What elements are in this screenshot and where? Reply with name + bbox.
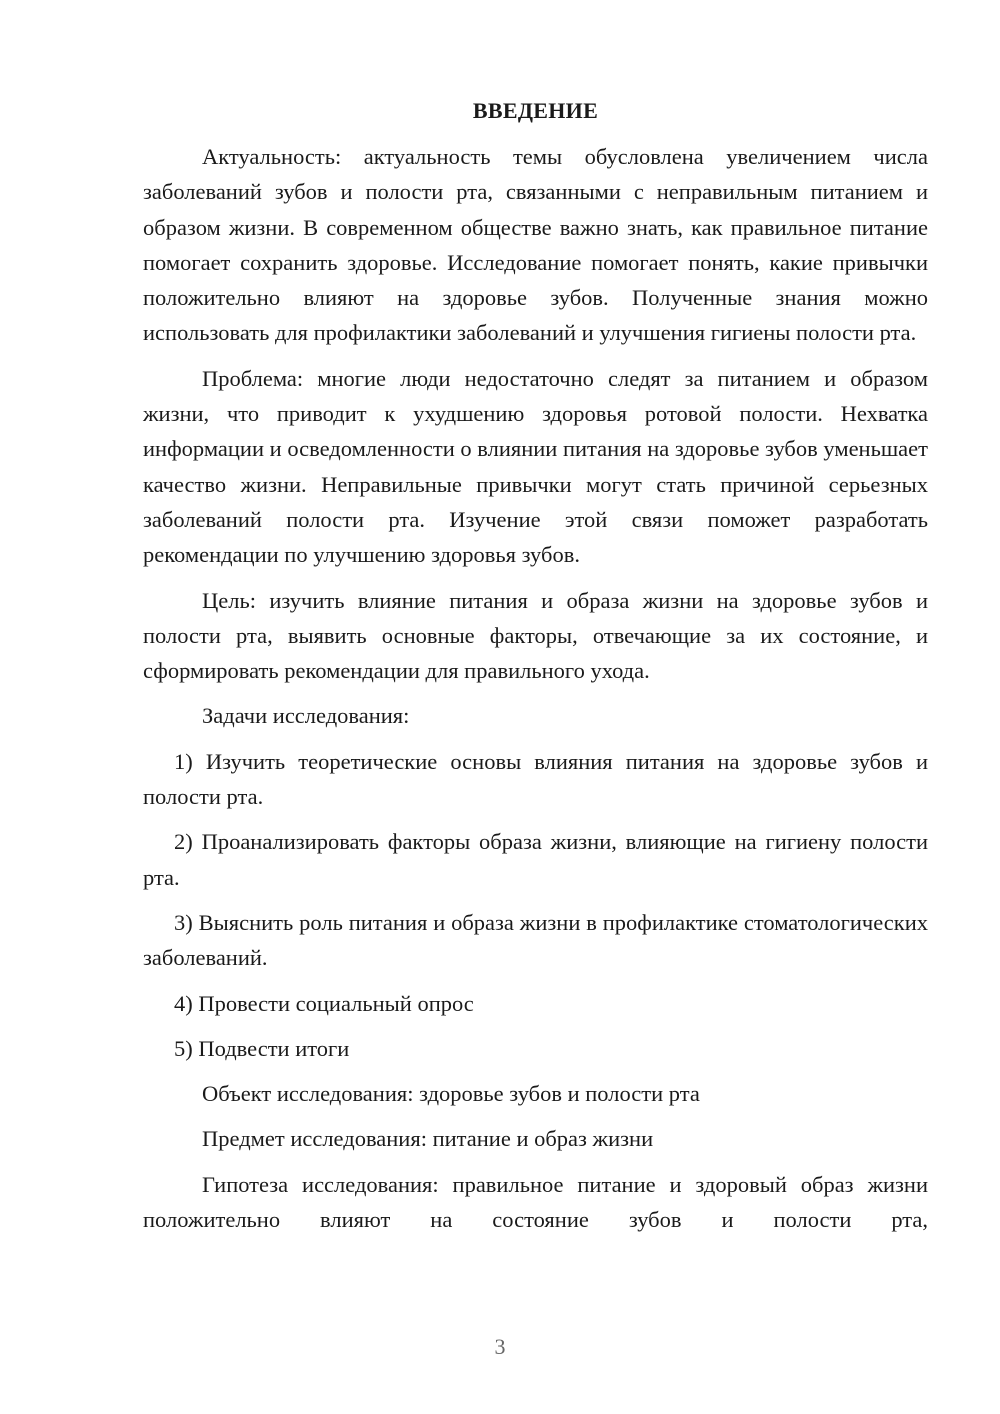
paragraph-goal: Цель: изучить влияние питания и образа жизни на здоровье зубов и полости рта, выявить основные факторы, отвечающие за их состояние, и сформировать рекомендации для правильного ухода. [143,587,928,684]
tasks-title: Задачи исследования: [202,703,410,729]
task-item-1: 1) Изучить теоретические основы влияния питания на здоровье зубов и полости рта. [143,748,928,810]
paragraph-relevance: Актуальность: актуальность темы обусловлена увеличением числа заболеваний зубов и полости рта, связанными с неправильным питанием и образом жизни. В современном обществе важно знать, как правильное питание помогает сохранить здоровье. Исследование помогает понять, какие привычки положительно влияют на здоровье зубов. Полученные знания можно использовать для профилактики заболеваний и улучшения гигиены полости рта. [143,144,928,346]
task-item-3: 3) Выяснить роль питания и образа жизни в профилактике стоматологических заболеваний. [143,909,928,971]
paragraph-hypothesis: Гипотеза исследования: правильное питание и здоровый образ жизни положительно влияют на состояние зубов и полости рта, [143,1171,928,1233]
document-page [143,96,928,1237]
paragraph-object: Объект исследования: здоровье зубов и полости рта [202,1081,700,1107]
task-item-5: 5) Подвести итоги [174,1035,350,1061]
paragraph-problem: Проблема: многие люди недостаточно следят за питанием и образом жизни, что приводит к ухудшению здоровья ротовой полости. Нехватка информации и осведомленности о влиянии питания на здоровье зубов уменьшает качество жизни. Неправильные привычки могут стать причиной серьезных заболеваний полости рта. Изучение этой связи поможет разработать рекомендации по улучшению здоровья зубов. [143,365,928,568]
section-heading: ВВЕДЕНИЕ [472,98,599,123]
paragraph-subject: Предмет исследования: питание и образ жизни [202,1126,654,1152]
page-number: 3 [494,1334,506,1359]
task-item-2: 2) Проанализировать факторы образа жизни, влияющие на гигиену полости рта. [143,829,928,890]
task-item-4: 4) Провести социальный опрос [174,990,474,1016]
